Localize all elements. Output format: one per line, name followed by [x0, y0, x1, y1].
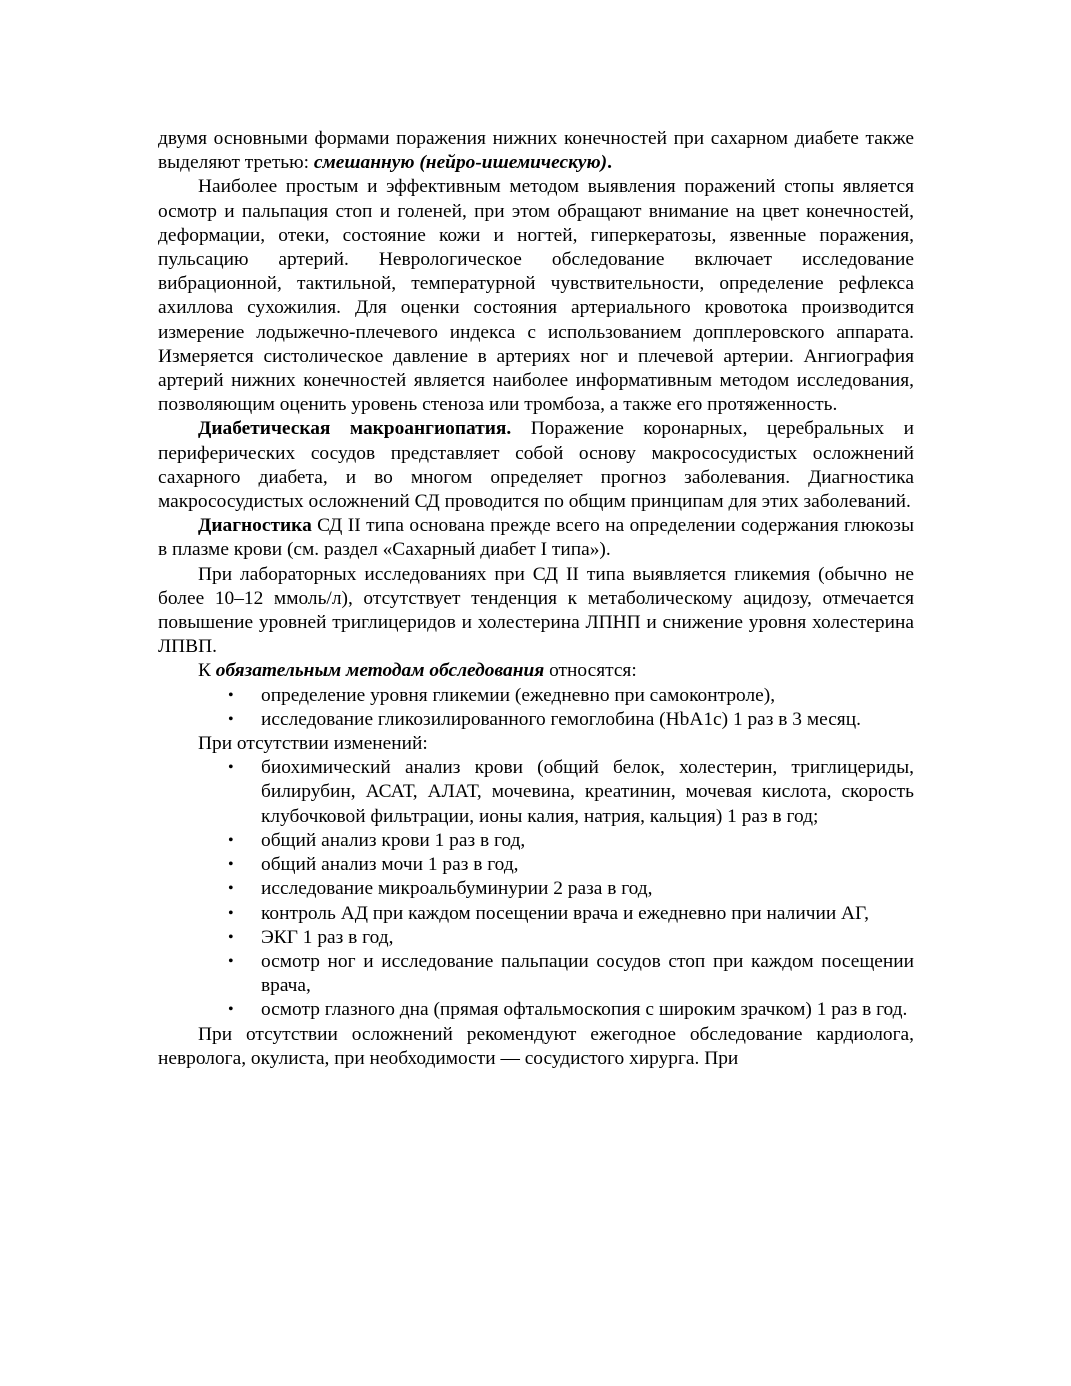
- list-item-text: биохимический анализ крови (общий белок, холестерин, триглицериды, билирубин, АСАТ, АЛАТ, мочевина, креатинин, мочевая кислота, скорость клубочковой фильтрации, ионы калия, натрия, кальция) 1 раз в год;: [261, 757, 914, 827]
- list-item: [158, 877, 914, 901]
- paragraph-lab-tests: При лабораторных исследованиях при СД II типа выявляется гликемия (обычно не более 10–12 ммоль/л), отсутствует тенденция к метаболическому ацидозу, отмечается повышение уровней триглицеридов и холестерина ЛПНП и снижение уровня холестерина ЛПВП.: [158, 563, 914, 658]
- list-item: [158, 902, 914, 926]
- list-item: [158, 853, 914, 877]
- bullet-icon: •: [228, 928, 234, 946]
- bullet-icon: •: [228, 831, 234, 849]
- paragraph-mandatory-methods: [158, 659, 914, 683]
- list-item: [158, 950, 914, 998]
- paragraph-text: относятся:: [544, 660, 637, 682]
- list-item-text: осмотр ног и исследование пальпации сосудов стоп при каждом посещении врача,: [261, 950, 914, 997]
- emphasis-mixed-form: смешанную (нейро-ишемическую): [313, 152, 608, 174]
- paragraph-forms: [158, 127, 914, 175]
- list-item-text: ЭКГ 1 раз в год,: [261, 926, 394, 948]
- list-item: [158, 998, 914, 1022]
- list-item-text: общий анализ крови 1 раз в год,: [261, 829, 526, 851]
- list-item: [158, 756, 914, 829]
- list-item: [158, 708, 914, 732]
- list-item-text: определение уровня гликемии (ежедневно при самоконтроле),: [261, 684, 776, 706]
- bullet-icon: •: [228, 856, 234, 874]
- paragraph-text: Поражение коронарных, церебральных и периферических сосудов представляет собой основу макрососудистых осложнений сахарного диабета, и во многом определяет прогноз заболевания. Диагностика макрососудистых осложнений СД проводится по общим принципам для этих заболеваний.: [158, 418, 914, 513]
- paragraph-text: двумя основными формами поражения нижних конечностей при сахарном диабете также выделяют третью:: [158, 128, 914, 174]
- paragraph-text: СД II типа основана прежде всего на определении содержания глюкозы в плазме крови (см. раздел «Сахарный диабет I типа»).: [158, 515, 914, 561]
- list-item: [158, 926, 914, 950]
- bullet-icon: •: [228, 686, 234, 704]
- list-item: [158, 829, 914, 853]
- paragraph-examination: Наиболее простым и эффективным методом выявления поражений стопы является осмотр и пальпация стоп и голеней, при этом обращают внимание на цвет конечностей, деформации, отеки, состояние кожи и ногтей, гиперкератозы, язвенные поражения, пульсацию артерий. Неврологическое обследование включает исследование вибрационной, тактильной, температурной чувствительности, определение рефлекса ахиллова сухожилия. Для оценки состояния артериального кровотока производится измерение лодыжечно-плечевого индекса с использованием допплеровского аппарата. Измеряется систолическое давление в артериях ног и плечевой артерии. Ангиография артерий нижних конечностей является наиболее информативным методом исследования, позволяющим оценить уровень стеноза или тромбоза, а также его протяженность.: [158, 176, 914, 416]
- bullet-icon: •: [228, 952, 234, 970]
- bullet-icon: •: [228, 759, 234, 777]
- followup-tests-list: [158, 756, 914, 1022]
- bullet-icon: •: [228, 880, 234, 898]
- list-item-text: исследование гликозилированного гемоглобина (HbA1c) 1 раз в 3 месяц.: [261, 708, 861, 730]
- paragraph-period: .: [607, 152, 612, 174]
- paragraph-no-changes: При отсутствии изменений:: [198, 733, 428, 755]
- list-item-text: контроль АД при каждом посещении врача и ежедневно при наличии АГ,: [261, 902, 869, 924]
- list-item-text: исследование микроальбуминурии 2 раза в год,: [261, 878, 653, 900]
- bullet-icon: •: [228, 904, 234, 922]
- paragraph-macroangiopathy: [158, 417, 914, 514]
- paragraph-diagnostics: [158, 514, 914, 562]
- mandatory-methods-list: [158, 684, 914, 732]
- list-item: [158, 684, 914, 708]
- bullet-icon: •: [228, 710, 234, 728]
- paragraph-text: К: [198, 660, 216, 682]
- emphasis-mandatory-methods: обязательным методам обследования: [215, 660, 545, 682]
- paragraph-no-complications: При отсутствии осложнений рекомендуют ежегодное обследование кардиолога, невролога, окулиста, при необходимости — сосудистого хирурга. При: [158, 1023, 914, 1069]
- heading-macroangiopathy: Диабетическая макроангиопатия.: [198, 418, 512, 440]
- heading-diagnostics: Диагностика: [198, 515, 312, 537]
- bullet-icon: •: [228, 1001, 234, 1019]
- list-item-text: общий анализ мочи 1 раз в год,: [261, 854, 519, 876]
- page-text-body: [158, 127, 914, 1071]
- list-item-text: осмотр глазного дна (прямая офтальмоскопия с широким зрачком) 1 раз в год.: [261, 999, 908, 1021]
